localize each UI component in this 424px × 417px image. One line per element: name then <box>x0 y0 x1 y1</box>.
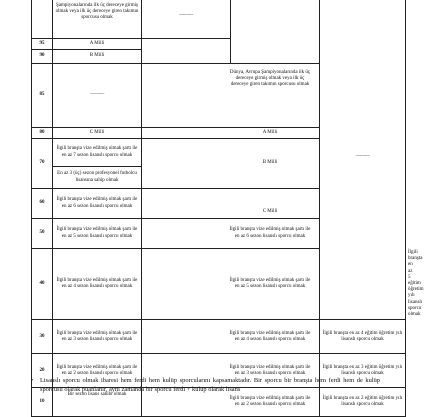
criteria-cell: ——— <box>142 0 231 39</box>
points-cell: 70 <box>32 139 53 189</box>
criteria-cell <box>142 189 320 219</box>
criteria-cell: İlgili branşta vize edilmiş olmak şartı ile en az 2 sezon lisanslı sporcu olmak <box>53 354 142 388</box>
points-cell: 20 <box>32 354 53 388</box>
criteria-text: İlgili branşta vize edilmiş olmak şartı ile en az 2 sezon lisanslı sporcu olmak <box>229 396 311 408</box>
table-row <box>32 320 406 354</box>
criteria-text: A Milli <box>262 129 278 135</box>
criteria-cell: En az 3 (üç) sezon profesyonel futbolcu lisansına sahip olmak <box>53 167 142 189</box>
points-cell: 90 <box>32 50 53 64</box>
criteria-text: C Milli <box>262 208 278 214</box>
criteria-cell <box>142 320 320 354</box>
note-bullet: • <box>31 378 34 384</box>
table-row: 40 İlgili branşta vize edilmiş olmak şartı ile en az 4 sezon lisanslı sporcu olmak İlgili branşta vize edilmiş olmak şartı ile en az 5 sezon lisanslı sporcu olmak İlgili branşta en az 5 eğitim öğretim yılı lisanslı sporcu olmak <box>32 249 406 320</box>
points-cell <box>32 0 53 39</box>
criteria-cell: A Milli <box>53 39 142 50</box>
points-cell: 95 <box>32 39 53 50</box>
points-cell: 30 <box>32 320 53 354</box>
criteria-cell <box>142 64 320 128</box>
criteria-text: B Milli <box>262 160 278 166</box>
criteria-cell: ——— <box>320 0 406 320</box>
points-cell: 40 <box>32 249 53 320</box>
criteria-text: Dünya, Avrupa Şampiyonalarında ilk üç dereceye girmiş olmak veya ilk üç dereceye giren takımın sporcusu olmak <box>229 70 311 88</box>
criteria-cell: Bir sezon lisans sahibi olmak <box>53 388 142 417</box>
criteria-cell: ——— <box>53 64 142 128</box>
criteria-cell <box>142 249 320 320</box>
criteria-text: İlgili branşta vize edilmiş olmak şartı ile en az 4 sezon lisanslı sporcu olmak <box>229 330 311 342</box>
criteria-cell: İlgili branşta en az 3 eğitim öğretim yılı lisanslı sporcu olmak <box>320 354 406 388</box>
criteria-cell: İlgili branşta en az 2 eğitim öğretim yılı lisanslı sporcu olmak <box>320 388 406 417</box>
criteria-cell <box>231 0 320 64</box>
criteria-cell: İlgili branşta en az 4 eğitim öğretim yılı lisanslı sporcu olmak <box>320 320 406 354</box>
criteria-cell: Şampiyonalarında ilk üç dereceye girmiş olmak veya ilk üç dereceye giren takımın sporcusu olmak <box>53 0 142 39</box>
criteria-cell: İlgili branşta vize edilmiş olmak şartı ile en az 3 sezon lisanslı sporcu olmak <box>53 320 142 354</box>
points-cell: 50 <box>32 219 53 249</box>
table-row <box>32 0 406 39</box>
criteria-cell: C Milli <box>53 128 142 139</box>
criteria-text: İlgili branşta vize edilmiş olmak şartı ile en az 5 sezon lisanslı sporcu olmak <box>229 277 311 290</box>
criteria-cell: B Milli <box>53 50 142 64</box>
criteria-cell: İlgili branşta vize edilmiş olmak şartı ile en az 5 sezon lisanslı sporcu olmak <box>53 219 142 249</box>
criteria-cell: İlgili branşta vize edilmiş olmak şartı ile en az 6 sezon lisanslı sporcu olmak <box>53 189 142 219</box>
footnote-paragraph: Lisanslı sporcu olmak ibaresi hem ferdi hem kulüp sporcularını kapsamaktadır. Bir sporcu bir branşta hem ferdi hem de kulüp sporcusu olarak puanlanır, aynı zamanda bir sporcu ferdi + kulüp olarak lisans <box>40 377 380 393</box>
points-cell: 60 <box>32 189 53 219</box>
points-cell: 10 <box>32 388 53 417</box>
criteria-text: İlgili branşta vize edilmiş olmak şartı ile en az 6 sezon lisanslı sporcu olmak <box>229 227 311 239</box>
criteria-cell: İlgili branşta vize edilmiş olmak şartı ile en az 7 sezon lisanslı sporcu olmak <box>53 139 142 167</box>
criteria-cell <box>142 128 320 139</box>
criteria-cell: İlgili branşta vize edilmiş olmak şartı ile en az 4 sezon lisanslı sporcu olmak <box>53 249 142 320</box>
criteria-cell <box>142 139 320 189</box>
sports-points-table <box>31 0 424 417</box>
points-cell: 85 <box>32 64 53 128</box>
criteria-cell <box>142 219 320 249</box>
points-cell: 80 <box>32 128 53 139</box>
criteria-text: İlgili branşta vize edilmiş olmak şartı ile en az 3 sezon lisanslı sporcu olmak <box>229 364 311 376</box>
criteria-cell <box>142 39 231 64</box>
